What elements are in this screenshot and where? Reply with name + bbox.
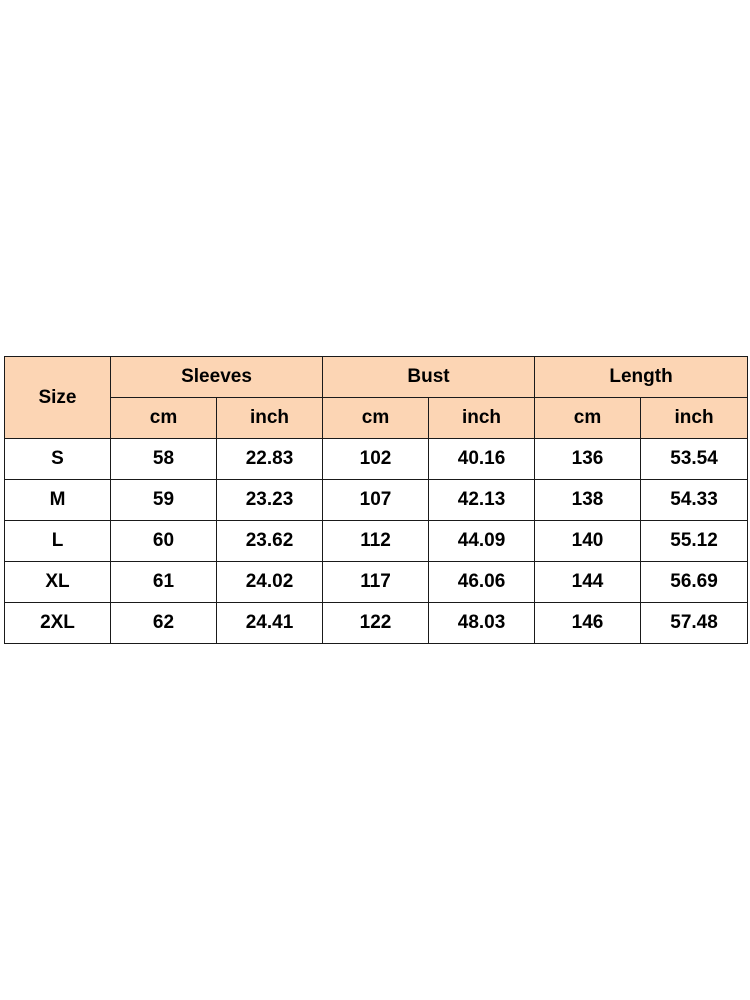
size-cell: M	[5, 480, 111, 521]
value-cell: 22.83	[217, 439, 323, 480]
header-group-bust: Bust	[323, 357, 535, 398]
table-body	[5, 439, 748, 644]
value-cell: 42.13	[429, 480, 535, 521]
value-cell: 140	[535, 521, 641, 562]
value-cell: 144	[535, 562, 641, 603]
header-unit: cm	[535, 398, 641, 439]
value-cell: 62	[111, 603, 217, 644]
header-row-units	[5, 398, 748, 439]
value-cell: 59	[111, 480, 217, 521]
value-cell: 61	[111, 562, 217, 603]
value-cell: 60	[111, 521, 217, 562]
header-row-groups	[5, 357, 748, 398]
table-row	[5, 480, 748, 521]
value-cell: 46.06	[429, 562, 535, 603]
value-cell: 122	[323, 603, 429, 644]
size-cell: 2XL	[5, 603, 111, 644]
size-cell: L	[5, 521, 111, 562]
table-row	[5, 521, 748, 562]
value-cell: 136	[535, 439, 641, 480]
value-cell: 44.09	[429, 521, 535, 562]
value-cell: 23.62	[217, 521, 323, 562]
value-cell: 138	[535, 480, 641, 521]
size-cell: S	[5, 439, 111, 480]
header-unit: cm	[323, 398, 429, 439]
value-cell: 53.54	[641, 439, 748, 480]
table-row	[5, 603, 748, 644]
size-chart-table	[4, 356, 748, 644]
value-cell: 117	[323, 562, 429, 603]
header-unit: inch	[429, 398, 535, 439]
value-cell: 54.33	[641, 480, 748, 521]
value-cell: 40.16	[429, 439, 535, 480]
value-cell: 102	[323, 439, 429, 480]
header-size: Size	[5, 357, 111, 439]
value-cell: 24.41	[217, 603, 323, 644]
value-cell: 56.69	[641, 562, 748, 603]
value-cell: 146	[535, 603, 641, 644]
value-cell: 107	[323, 480, 429, 521]
value-cell: 48.03	[429, 603, 535, 644]
header-unit: inch	[217, 398, 323, 439]
value-cell: 57.48	[641, 603, 748, 644]
size-cell: XL	[5, 562, 111, 603]
header-unit: inch	[641, 398, 748, 439]
table-row	[5, 439, 748, 480]
value-cell: 58	[111, 439, 217, 480]
table-header	[5, 357, 748, 439]
value-cell: 112	[323, 521, 429, 562]
value-cell: 24.02	[217, 562, 323, 603]
header-group-length: Length	[535, 357, 748, 398]
header-unit: cm	[111, 398, 217, 439]
value-cell: 23.23	[217, 480, 323, 521]
header-group-sleeves: Sleeves	[111, 357, 323, 398]
value-cell: 55.12	[641, 521, 748, 562]
table-row	[5, 562, 748, 603]
